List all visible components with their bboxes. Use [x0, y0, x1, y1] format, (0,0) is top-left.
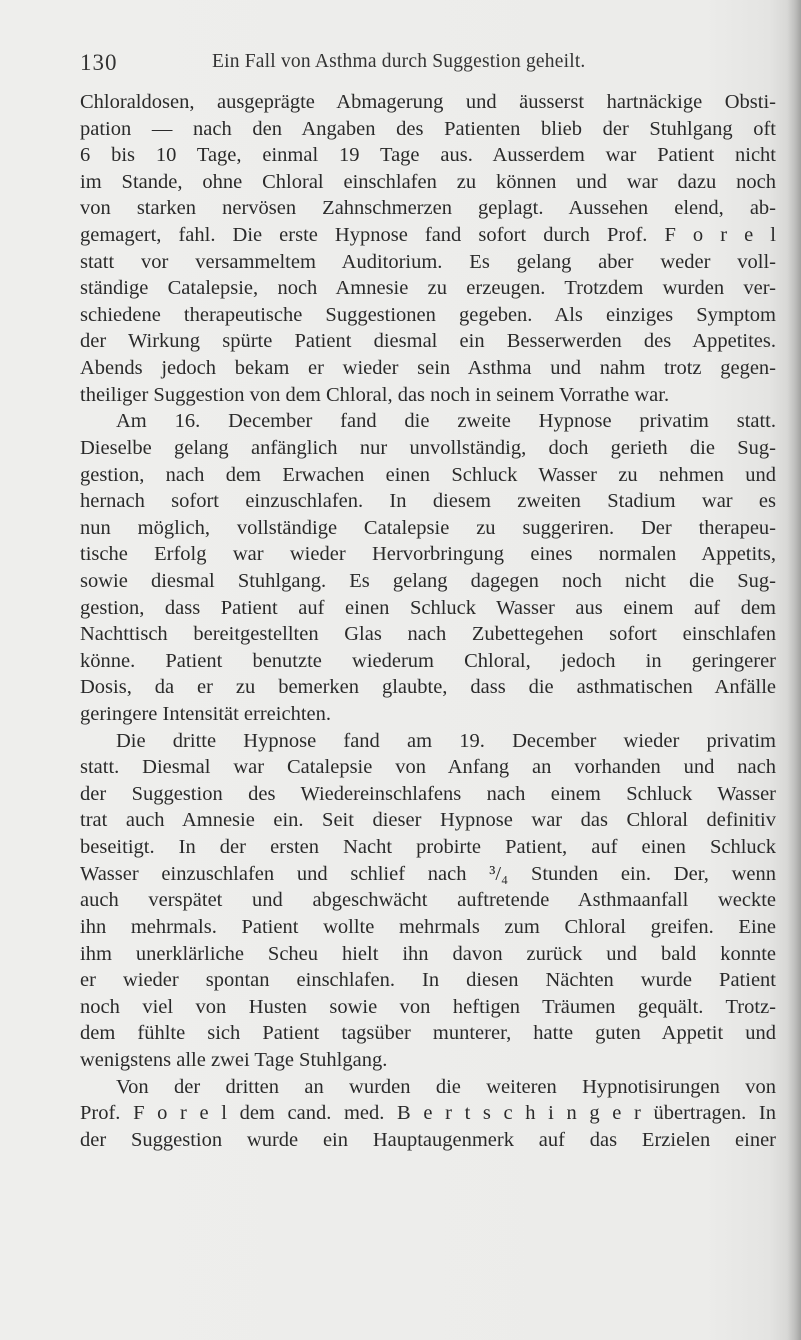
- text-line: der Suggestion wurde ein Hauptaugenmerk auf das Erzielen einer: [80, 1128, 776, 1151]
- text-line: wenigstens alle zwei Tage Stuhlgang.: [80, 1048, 388, 1071]
- text-line: der Wirkung spürte Patient diesmal ein Besserwerden des Appetites.: [80, 330, 776, 353]
- text-line: nun möglich, vollständige Catalepsie zu suggeriren. Der therapeu-: [80, 516, 776, 539]
- text-line: der Suggestion des Wiedereinschlafens nach einem Schluck Wasser: [80, 782, 776, 805]
- text-line: hernach sofort einzuschlafen. In diesem zweiten Stadium war es: [80, 490, 776, 513]
- text-line: gemagert, fahl. Die erste Hypnose fand sofort durch Prof. F o r e l: [80, 224, 776, 247]
- text-line: beseitigt. In der ersten Nacht probirte Patient, auf einen Schluck: [80, 836, 776, 859]
- text-line: sowie diesmal Stuhlgang. Es gelang dagegen noch nicht die Sug-: [80, 569, 776, 592]
- running-head: [80, 50, 780, 80]
- text-line: Chloraldosen, ausgeprägte Abmagerung und äusserst hartnäckige Obsti-: [80, 91, 776, 113]
- text-line: Am 16. December fand die zweite Hypnose privatim statt.: [116, 410, 776, 433]
- text-line: ständige Catalepsie, noch Amnesie zu erzeugen. Trotzdem wurden ver-: [80, 277, 776, 300]
- body-text: [80, 89, 776, 1153]
- text-line: könne. Patient benutzte wiederum Chloral, jedoch in geringerer: [80, 649, 776, 672]
- text-line: er wieder spontan einschlafen. In diesen Nächten wurde Patient: [80, 969, 776, 992]
- page-edge-shadow: [787, 0, 801, 1340]
- text-line: pation — nach den Angaben des Patienten blieb der Stuhlgang oft: [80, 117, 776, 140]
- text-line: ihn mehrmals. Patient wollte mehrmals zum Chloral greifen. Eine: [80, 915, 776, 938]
- text-line: tische Erfolg war wieder Hervorbringung eines normalen Appetits,: [80, 543, 776, 566]
- text-line: Die dritte Hypnose fand am 19. December wieder privatim: [116, 729, 776, 752]
- text-line: von starken nervösen Zahnschmerzen geplagt. Aussehen elend, ab-: [80, 197, 776, 220]
- text-line: gestion, nach dem Erwachen einen Schluck Wasser zu nehmen und: [80, 463, 776, 486]
- text-line: theiliger Suggestion von dem Chloral, das noch in seinem Vorrathe war.: [80, 383, 670, 406]
- running-title: Ein Fall von Asthma durch Suggestion geheilt.: [212, 51, 586, 72]
- text-line: statt vor versammeltem Auditorium. Es gelang aber weder voll-: [80, 250, 776, 273]
- text-line: auch verspätet und abgeschwächt auftretende Asthmaanfall weckte: [80, 889, 776, 912]
- text-line: 6 bis 10 Tage, einmal 19 Tage aus. Ausserdem war Patient nicht: [80, 144, 776, 167]
- text-line: Nachttisch bereitgestellten Glas nach Zubettegehen sofort einschlafen: [80, 623, 776, 646]
- text-line: geringere Intensität erreichten.: [80, 703, 331, 726]
- page-number: 130: [80, 50, 118, 75]
- text-line: schiedene therapeutische Suggestionen gegeben. Als einziges Symptom: [80, 303, 776, 326]
- text-line: Prof. F o r e l dem cand. med. B e r t s c h i n g e r übertragen. In: [80, 1102, 776, 1125]
- text-line: im Stande, ohne Chloral einschlafen zu können und war dazu noch: [80, 170, 776, 193]
- text-line: ihm unerklärliche Scheu hielt ihn davon zurück und bald konnte: [80, 942, 776, 965]
- text-line: Dosis, da er zu bemerken glaubte, dass die asthmatischen Anfälle: [80, 676, 776, 699]
- text-line: Wasser einzuschlafen und schlief nach ³/₄ Stunden ein. Der, wenn: [80, 862, 776, 885]
- text-line: noch viel von Husten sowie von heftigen Träumen gequält. Trotz-: [80, 995, 776, 1018]
- text-line: Von der dritten an wurden die weiteren Hypnotisirungen von: [116, 1075, 776, 1098]
- text-line: statt. Diesmal war Catalepsie von Anfang an vorhanden und nach: [80, 756, 776, 779]
- text-line: dem fühlte sich Patient tagsüber munterer, hatte guten Appetit und: [80, 1022, 776, 1045]
- text-line: gestion, dass Patient auf einen Schluck Wasser aus einem auf dem: [80, 596, 776, 619]
- text-line: Dieselbe gelang anfänglich nur unvollständig, doch gerieth die Sug-: [80, 436, 776, 459]
- text-line: trat auch Amnesie ein. Seit dieser Hypnose war das Chloral definitiv: [80, 809, 776, 832]
- text-line: Abends jedoch bekam er wieder sein Asthma und nahm trotz gegen-: [80, 357, 776, 380]
